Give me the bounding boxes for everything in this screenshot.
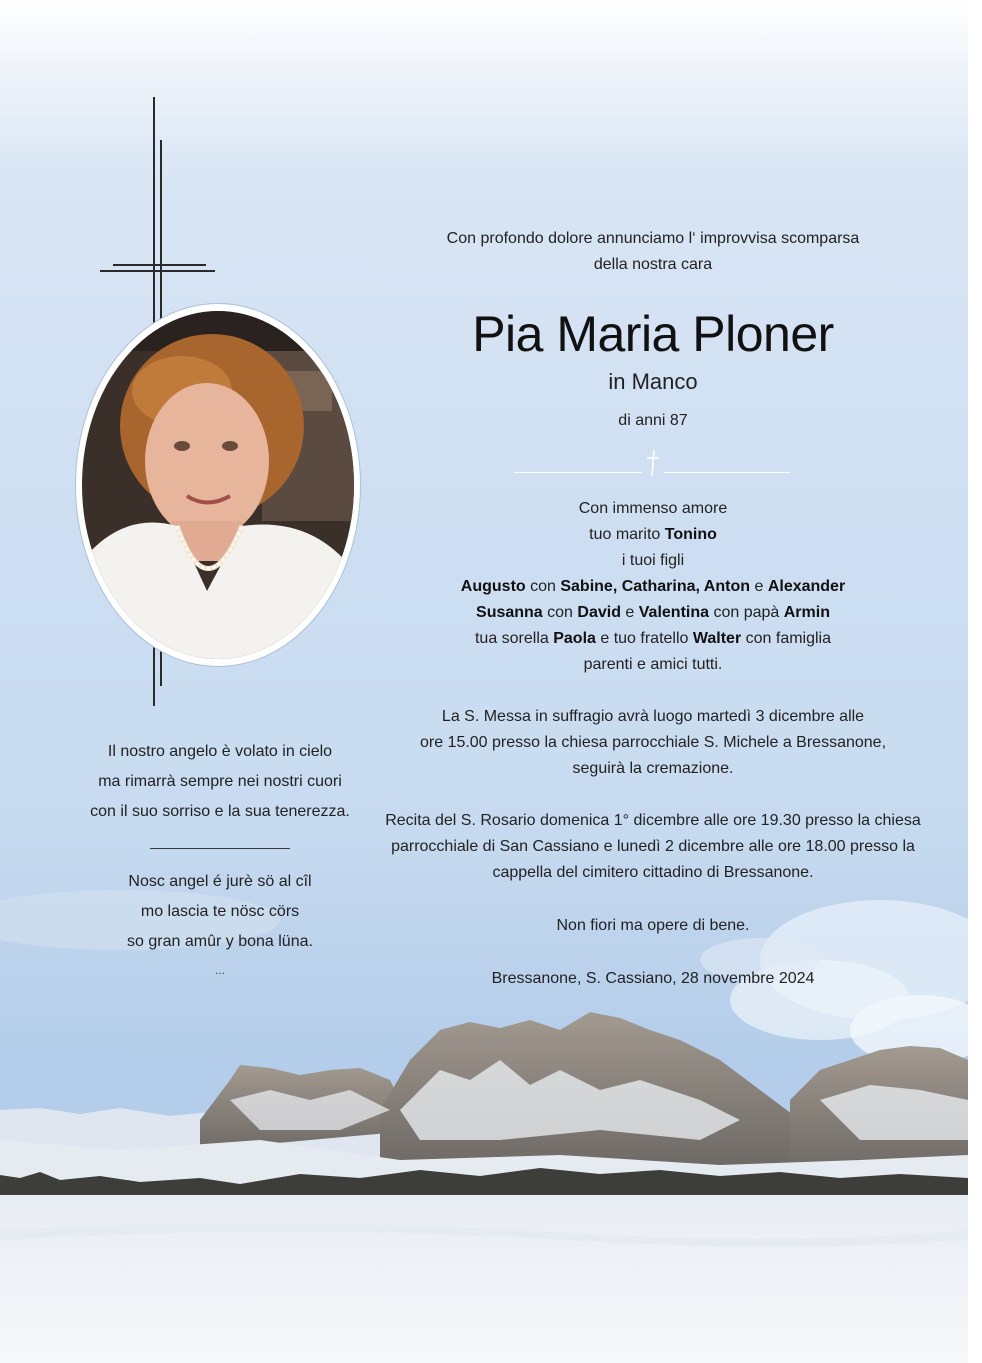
poem-ladin-line-2: mo lascia te nösc cörs	[140, 903, 300, 920]
divider-right	[664, 472, 790, 473]
family-line-children: i tuoi figli	[621, 552, 685, 569]
deceased-name: Pia Maria Ploner	[472, 306, 834, 362]
family-list	[390, 496, 916, 678]
mass-line-3: seguirà la cremazione.	[572, 760, 734, 777]
poem-ellipsis: ...	[214, 963, 225, 977]
intro-line-1: Con profondo dolore annunciamo l‘ improvvisa scomparsa	[446, 230, 860, 247]
mass-line-1: La S. Messa in suffragio avrà luogo martedì 3 dicembre alle	[441, 708, 865, 725]
family-line-closing: parenti e amici tutti.	[583, 656, 723, 673]
rosary-line-2: parrocchiale di San Cassiano e lunedì 2 dicembre alle ore 18.00 presso la	[391, 838, 915, 855]
poem-italian	[70, 737, 370, 827]
poem-italian-line-3: con il suo sorriso e la sua tenerezza.	[90, 803, 350, 820]
mountain-landscape	[0, 990, 968, 1363]
poem-italian-line-2: ma rimarrà sempre nei nostri cuori	[98, 773, 342, 790]
poem-italian-line-1: Il nostro angelo è volato in cielo	[107, 743, 333, 760]
family-line-husband: tuo marito Tonino	[589, 526, 717, 543]
married-name: in Manco	[608, 369, 698, 394]
age-text: di anni 87	[618, 412, 688, 429]
cross-line-horizontal-1	[100, 270, 215, 272]
mass-line-2: ore 15.00 presso la chiesa parrocchiale S. Michele a Bressanone,	[419, 734, 887, 751]
rosary-info	[380, 808, 926, 886]
family-line-susanna: Susanna con David e Valentina con papà Armin	[476, 604, 830, 621]
family-line-siblings: tua sorella Paola e tuo fratello Walter con famiglia	[474, 630, 832, 647]
cross-icon	[641, 448, 665, 478]
page-margin	[968, 0, 982, 1363]
poem-ladin	[70, 867, 370, 957]
divider-left	[514, 472, 642, 473]
flowers-note: Non fiori ma opere di bene.	[556, 917, 750, 934]
portrait-photo	[82, 311, 354, 659]
poem-ladin-line-1: Nosc angel é jurè sö al cîl	[128, 873, 312, 890]
place-date: Bressanone, S. Cassiano, 28 novembre 2024	[491, 970, 815, 987]
rosary-line-3: cappella del cimitero cittadino di Bressanone.	[492, 864, 814, 881]
rosary-line-1: Recita del S. Rosario domenica 1° dicembre alle ore 19.30 presso la chiesa	[385, 812, 921, 829]
intro-line-2: della nostra cara	[593, 256, 713, 273]
family-line-1: Con immenso amore	[578, 500, 728, 517]
family-line-augusto: Augusto con Sabine, Catharina, Anton e Alexander	[460, 578, 846, 595]
cross-line-horizontal-2	[113, 264, 206, 266]
poem-ladin-line-3: so gran amûr y bona lüna.	[127, 933, 313, 950]
intro-text	[400, 226, 906, 278]
mass-info	[390, 704, 916, 782]
poem-divider	[150, 848, 290, 849]
